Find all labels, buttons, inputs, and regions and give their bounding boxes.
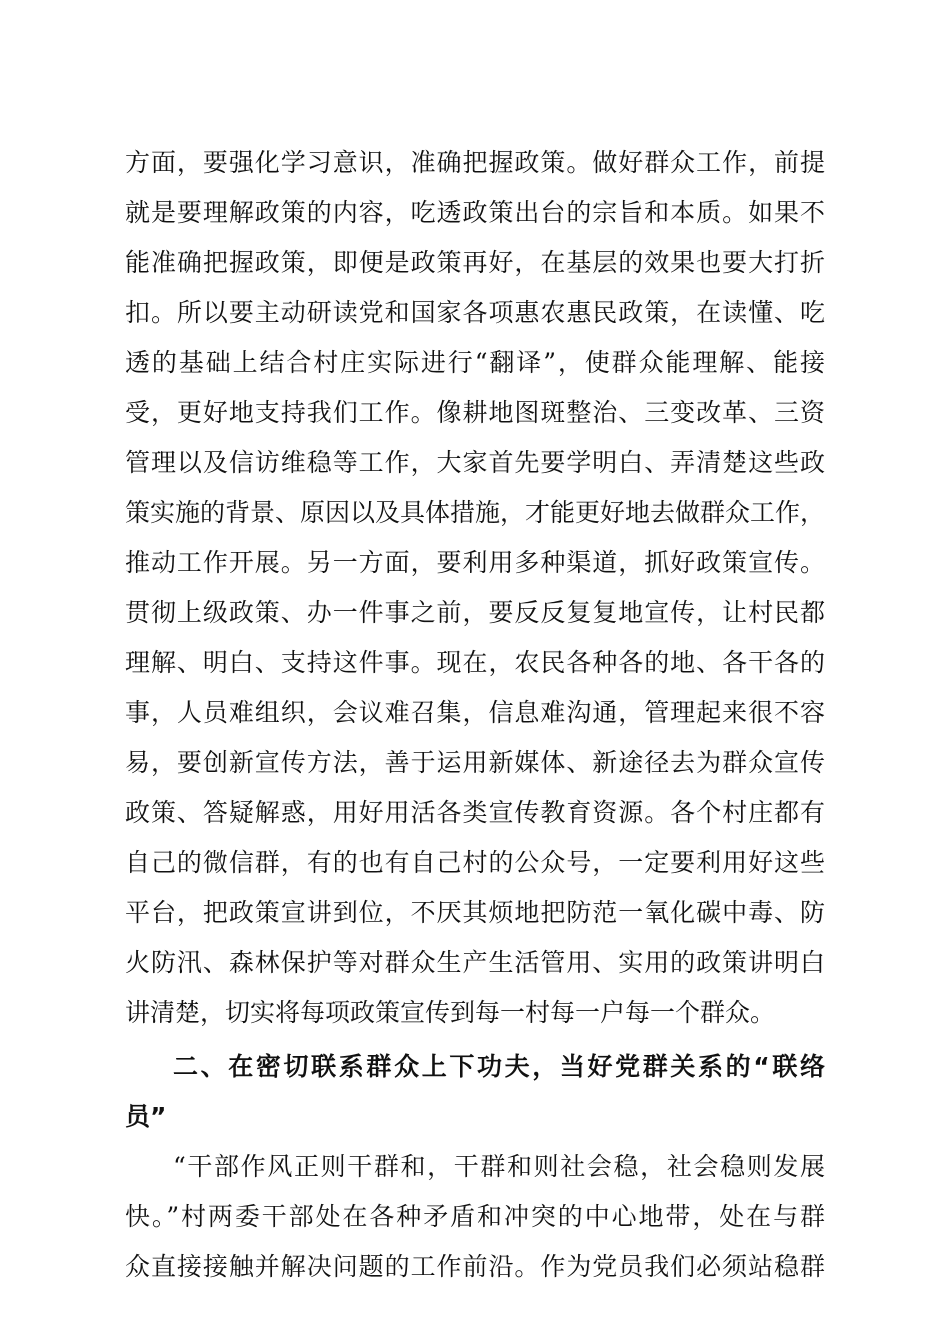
body-line: 理解、明白、支持这件事。现在，农民各种各的地、各干各的: [125, 648, 825, 677]
body-line: “干部作风正则干群和，干群和则社会稳，社会稳则发展: [173, 1152, 825, 1181]
body-line: 透的基础上结合村庄实际进行“翻译”，使群众能理解、能接: [125, 348, 825, 377]
section-heading: 员”: [125, 1102, 167, 1131]
body-line: 讲清楚，切实将每项政策宣传到每一村每一户每一个群众。: [125, 998, 776, 1027]
body-line: 就是要理解政策的内容，吃透政策出台的宗旨和本质。如果不: [125, 198, 825, 227]
body-line: 扣。所以要主动研读党和国家各项惠农惠民政策，在读懂、吃: [125, 298, 825, 327]
body-line: 能准确把握政策，即便是政策再好，在基层的效果也要大打折: [125, 248, 825, 277]
body-line: 自己的微信群，有的也有自己村的公众号，一定要利用好这些: [125, 848, 825, 877]
body-line: 快。”村两委干部处在各种矛盾和冲突的中心地带，处在与群: [125, 1202, 825, 1231]
section-heading: 二、在密切联系群众上下功夫，当好党群关系的“联络: [173, 1052, 825, 1081]
body-line: 事，人员难组织，会议难召集，信息难沟通，管理起来很不容: [125, 698, 825, 727]
body-line: 易，要创新宣传方法，善于运用新媒体、新途径去为群众宣传: [125, 748, 825, 777]
body-line: 管理以及信访维稳等工作，大家首先要学明白、弄清楚这些政: [125, 448, 825, 477]
body-line: 众直接接触并解决问题的工作前沿。作为党员我们必须站稳群: [125, 1252, 825, 1281]
body-line: 受，更好地支持我们工作。像耕地图斑整治、三变改革、三资: [125, 398, 825, 427]
body-line: 贯彻上级政策、办一件事之前，要反反复复地宣传，让村民都: [125, 598, 825, 627]
body-line: 策实施的背景、原因以及具体措施，才能更好地去做群众工作，: [125, 498, 826, 527]
body-line: 方面，要强化学习意识，准确把握政策。做好群众工作，前提: [125, 148, 825, 177]
body-line: 平台，把政策宣讲到位，不厌其烦地把防范一氧化碳中毒、防: [125, 898, 825, 927]
body-line: 火防汛、森林保护等对群众生产生活管用、实用的政策讲明白: [125, 948, 825, 977]
body-line: 推动工作开展。另一方面，要利用多种渠道，抓好政策宣传。: [125, 548, 825, 577]
body-line: 政策、答疑解惑，用好用活各类宣传教育资源。各个村庄都有: [125, 798, 825, 827]
